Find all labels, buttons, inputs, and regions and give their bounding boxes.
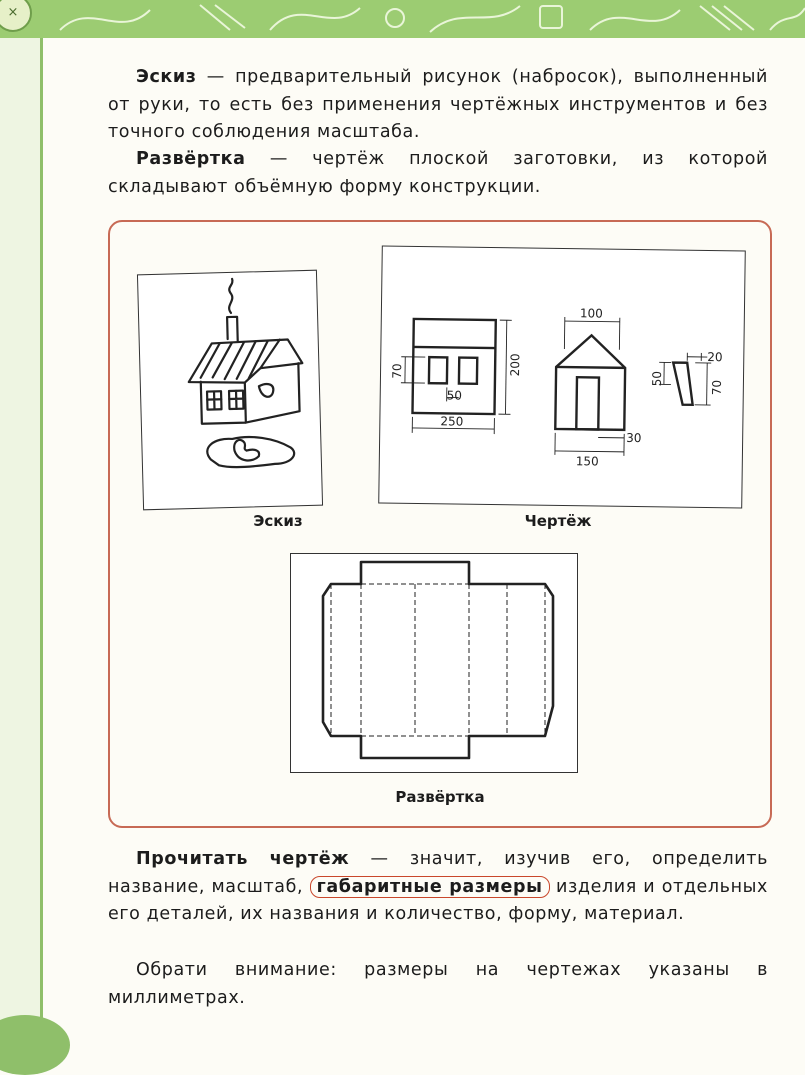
dim-window-gap: 50 [447, 388, 462, 402]
reading-text-after: изделия и отдельных его деталей, их названия и количество, форму, материал. [108, 877, 768, 925]
drawing-panel [378, 245, 746, 508]
banner-ornament [0, 0, 805, 38]
reading-term: Прочитать чертёж [136, 849, 349, 869]
dim-side-roof: 100 [580, 306, 603, 320]
dim-front-height: 200 [508, 353, 522, 376]
unfold-def: — чертёж плоской заготовки, из которой складывают объёмную форму конструкции. [108, 149, 768, 197]
highlighted-term: габаритные размеры [310, 876, 550, 898]
reading-text-before: — значит, изучив его, определить название, масштаб, [108, 849, 768, 897]
detail-part [673, 363, 694, 405]
front-window-left [429, 357, 447, 383]
dim-detail-left: 50 [650, 371, 664, 386]
unfold-definition [108, 146, 768, 201]
unfold-caption: Развёртка [380, 788, 500, 806]
unfold-drawing [291, 554, 577, 772]
sketch-panel [137, 270, 323, 511]
unfold-term: Развёртка [136, 149, 246, 169]
front-window-right [459, 358, 477, 384]
corner-badge-icon: × [0, 0, 32, 32]
unfold-panel [290, 553, 578, 773]
dim-window-height: 70 [390, 363, 404, 378]
dim-front-width: 250 [440, 414, 463, 428]
left-margin [0, 38, 43, 1045]
dim-side-width: 150 [576, 454, 599, 468]
sketch-def: — предварительный рисунок (набросок), выполненный от руки, то есть без применения чертёжных инструментов и без точного соблюдения масштаба. [108, 67, 768, 142]
drawing-caption: Чертёж [508, 512, 608, 530]
side-view-outline [555, 335, 625, 430]
unfold-outline [323, 562, 553, 758]
reading-paragraph [108, 846, 768, 929]
sketch-term: Эскиз [136, 67, 197, 87]
header-banner [0, 0, 805, 38]
dim-detail-right: 70 [710, 380, 724, 395]
dim-side-offset: 30 [626, 431, 641, 445]
sketch-caption: Эскиз [228, 512, 328, 530]
page-number-blob [0, 1015, 70, 1075]
side-door [576, 377, 599, 429]
dim-detail-top: 20 [707, 350, 722, 364]
note-text: Обрати внимание: размеры на чертежах указаны в миллиметрах. [108, 960, 768, 1008]
sketch-definition [108, 64, 768, 147]
note-paragraph [108, 957, 768, 1012]
technical-drawing [379, 246, 745, 507]
house-sketch-image [138, 271, 322, 510]
